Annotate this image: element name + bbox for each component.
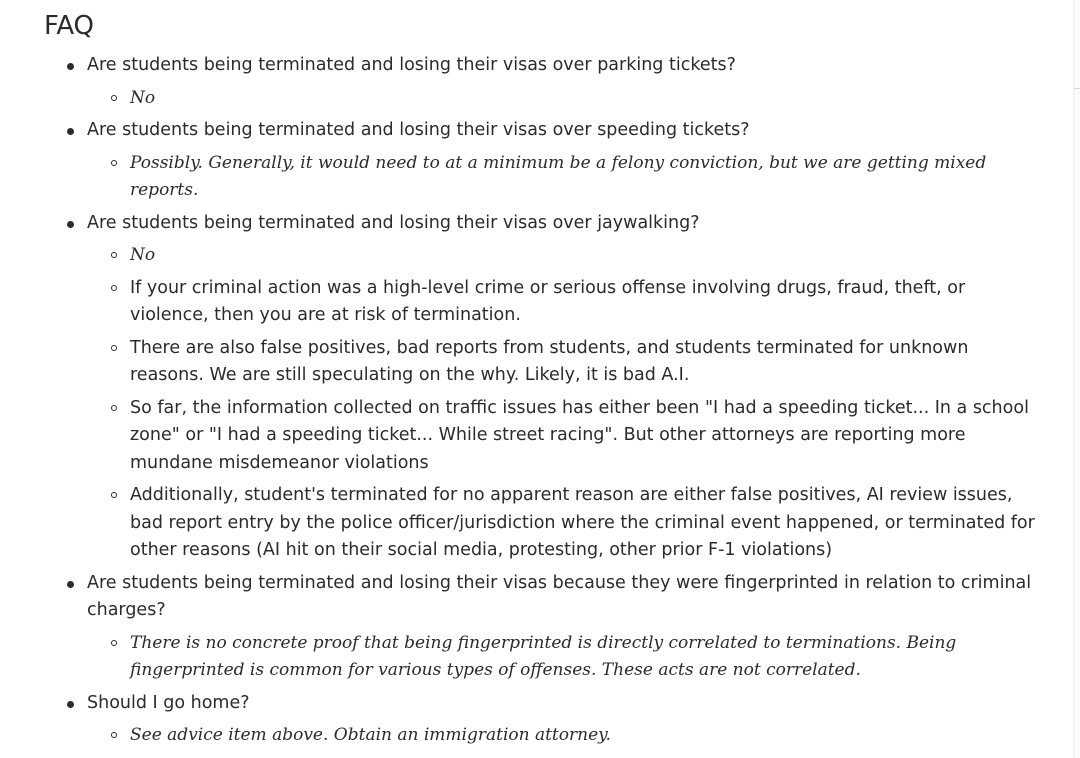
faq-question-text: Are students being terminated and losing their visas because they were fingerprinted in relation to criminal charges?: [87, 572, 1032, 620]
faq-question-item: [44, 52, 1044, 112]
page-edge-scrollbar: [1073, 0, 1080, 758]
faq-answer-item: No: [87, 242, 1044, 270]
faq-answer-item: Additionally, student's terminated for no apparent reason are either false positives, AI review issues, bad report entry by the police officer/jurisdiction where the criminal event happened, or terminated for other reasons (AI hit on their social media, protesting, other prior F-1 violations): [87, 482, 1044, 565]
faq-answer-list: [87, 150, 1044, 205]
faq-answer-item: See advice item above. Obtain an immigration attorney.: [87, 722, 1044, 750]
faq-answer-item: If your criminal action was a high-level crime or serious offense involving drugs, fraud, theft, or violence, then you are at risk of termination.: [87, 275, 1044, 330]
faq-answer-item: Possibly. Generally, it would need to at a minimum be a felony conviction, but we are getting mixed reports.: [87, 150, 1044, 205]
scrollbar-tick: [1074, 88, 1080, 89]
faq-question-text: Should I go home?: [87, 692, 250, 713]
faq-answer-item: There are also false positives, bad reports from students, and students terminated for unknown reasons. We are still speculating on the why. Likely, it is bad A.I.: [87, 335, 1044, 390]
faq-list: [44, 52, 1044, 750]
faq-answer-list: [87, 242, 1044, 565]
faq-answer-list: [87, 630, 1044, 685]
faq-question-text: Are students being terminated and losing their visas over jaywalking?: [87, 212, 700, 233]
faq-document: [44, 10, 1044, 755]
faq-question-item: [44, 690, 1044, 750]
faq-answer-list: [87, 722, 1044, 750]
faq-answer-item: So far, the information collected on traffic issues has either been "I had a speeding ticket... In a school zone" or "I had a speeding ticket... While street racing". But other attorneys are reporting more mundane misdemeanor violations: [87, 395, 1044, 478]
faq-question-text: Are students being terminated and losing their visas over speeding tickets?: [87, 120, 750, 140]
faq-heading: FAQ: [44, 11, 94, 41]
faq-answer-item: No: [87, 85, 1044, 113]
faq-question-text: Are students being terminated and losing their visas over parking tickets?: [87, 55, 736, 75]
faq-question-item: [44, 210, 1044, 565]
faq-question-item: [44, 570, 1044, 685]
faq-answer-list: [87, 85, 1044, 113]
faq-question-item: [44, 117, 1044, 205]
faq-answer-item: There is no concrete proof that being fingerprinted is directly correlated to terminations. Being fingerprinted is common for various types of offenses. These acts are not correlated.: [87, 630, 1044, 685]
